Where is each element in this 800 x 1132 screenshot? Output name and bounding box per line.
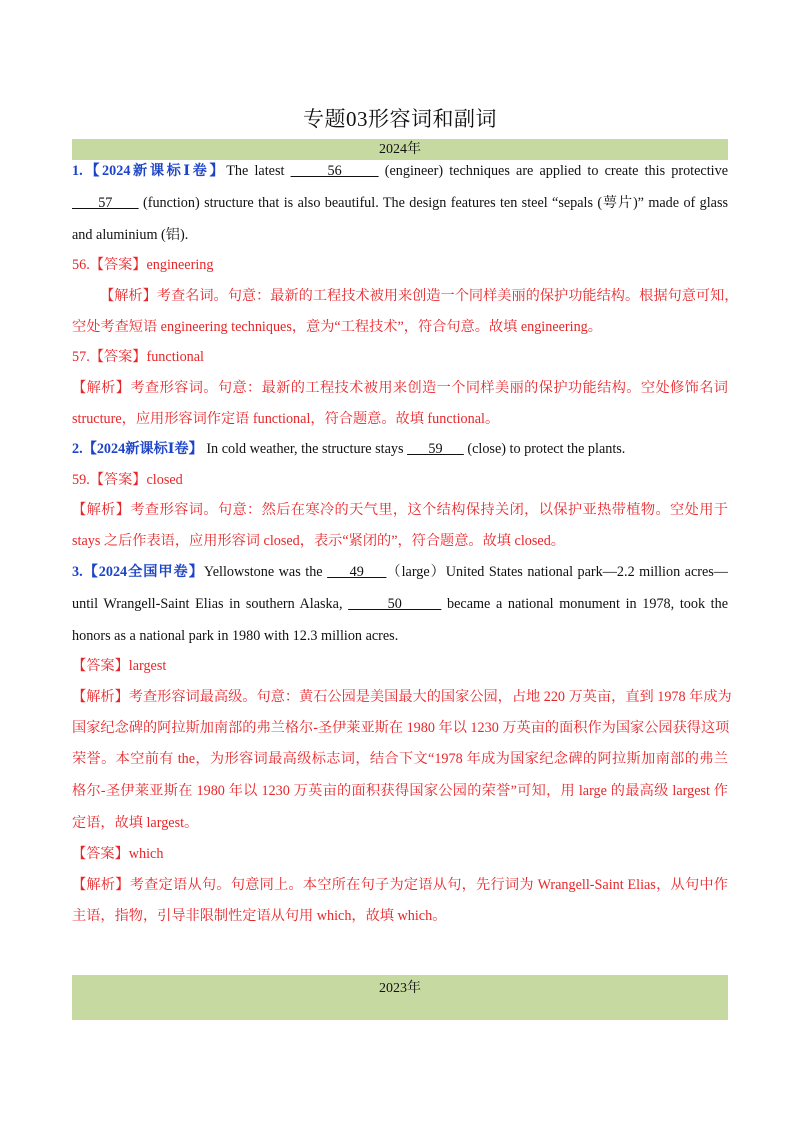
answer-49: 【答案】largest <box>72 658 167 674</box>
explain-49-line5: 定语，故填 largest。 <box>72 815 199 831</box>
q2-source: 【2024新课标Ⅰ卷】 <box>82 441 203 457</box>
q1-source: 【2024新课标Ⅰ卷】 <box>82 163 227 179</box>
blank-49: 49 <box>327 564 387 580</box>
answer-56: 56.【答案】engineering <box>72 257 214 273</box>
q1-line1: 1.【2024新课标Ⅰ卷】The latest 56 (engineer) techniques are applied to create this protective <box>72 163 728 179</box>
explain-49-line1: 【解析】考查形容词最高级。句意：黄石公园是美国最大的国家公园，占地 220 万英亩，直到 1978 年成为 <box>72 689 732 705</box>
page-title: 专题03形容词和副词 <box>303 107 497 131</box>
q1-line3: and aluminium (铝). <box>72 227 189 243</box>
explain-50-line1: 【解析】考查定语从句。句意同上。本空所在句子为定语从句，先行词为 Wrangell-Saint Elias，从句中作 <box>72 877 728 893</box>
q2-number: 2. <box>72 441 83 457</box>
year-header-2023: 2023年 <box>72 975 728 1020</box>
q1-line2: 57 (function) structure that is also beautiful. The design features ten steel “sepals (萼片)” made of glass <box>72 195 728 211</box>
answer-57: 57.【答案】functional <box>72 349 205 365</box>
explain-59-line1: 【解析】考查形容词。句意：然后在寒冷的天气里，这个结构保持关闭，以保护亚热带植物。空处用于 <box>72 502 728 518</box>
blank-50: 50 <box>348 596 442 612</box>
q3-line3: honors as a national park in 1980 with 12.3 million acres. <box>72 628 399 644</box>
q3-line1: 3.【2024全国甲卷】Yellowstone was the 49 （large）United States national park—2.2 million acres— <box>72 564 728 580</box>
explain-56-line2: 空处考查短语 engineering techniques，意为“工程技术”，符合句意。故填 engineering。 <box>72 319 602 335</box>
explain-49-line3: 荣誉。本空前有 the，为形容词最高级标志词，结合下文“1978 年成为国家纪念碑的阿拉斯加南部的弗兰 <box>72 751 728 767</box>
q2-line1: 2.【2024新课标Ⅰ卷】 In cold weather, the structure stays 59 (close) to protect the plants. <box>72 441 626 457</box>
explain-59-line2: stays 之后作表语，应用形容词 closed，表示“紧闭的”，符合题意。故填 closed。 <box>72 533 565 549</box>
q3-source: 【2024全国甲卷】 <box>82 564 204 580</box>
year-header-2024: 2024年 <box>72 139 728 160</box>
blank-59: 59 <box>407 441 464 457</box>
q3-number: 3. <box>72 564 83 580</box>
explain-57-line1: 【解析】考查形容词。句意：最新的工程技术被用来创造一个同样美丽的保护功能结构。空处修饰名词 <box>72 380 728 396</box>
answer-50: 【答案】which <box>72 846 164 862</box>
q3-line2: until Wrangell-Saint Elias in southern Alaska, 50 became a national monument in 1978, took the <box>72 596 729 612</box>
blank-56: 56 <box>290 163 379 179</box>
explain-56-line1: 【解析】考查名词。句意：最新的工程技术被用来创造一个同样美丽的保护功能结构。根据句意可知， <box>100 288 739 304</box>
explain-49-line4: 格尔-圣伊莱亚斯在 1980 年以 1230 万英亩的面积获得国家公园的荣誉”可知，用 large 的最高级 largest 作 <box>72 783 728 799</box>
blank-57: 57 <box>72 195 139 211</box>
answer-59: 59.【答案】closed <box>72 472 183 488</box>
explain-57-line2: structure，应用形容词作定语 functional，符合题意。故填 functional。 <box>72 411 500 427</box>
explain-50-line2: 主语，指物，引导非限制性定语从句用 which，故填 which。 <box>72 908 447 924</box>
q1-number: 1. <box>72 163 83 179</box>
explain-49-line2: 国家纪念碑的阿拉斯加南部的弗兰格尔-圣伊莱亚斯在 1980 年以 1230 万英亩的面积作为国家公园获得这项 <box>72 720 730 736</box>
